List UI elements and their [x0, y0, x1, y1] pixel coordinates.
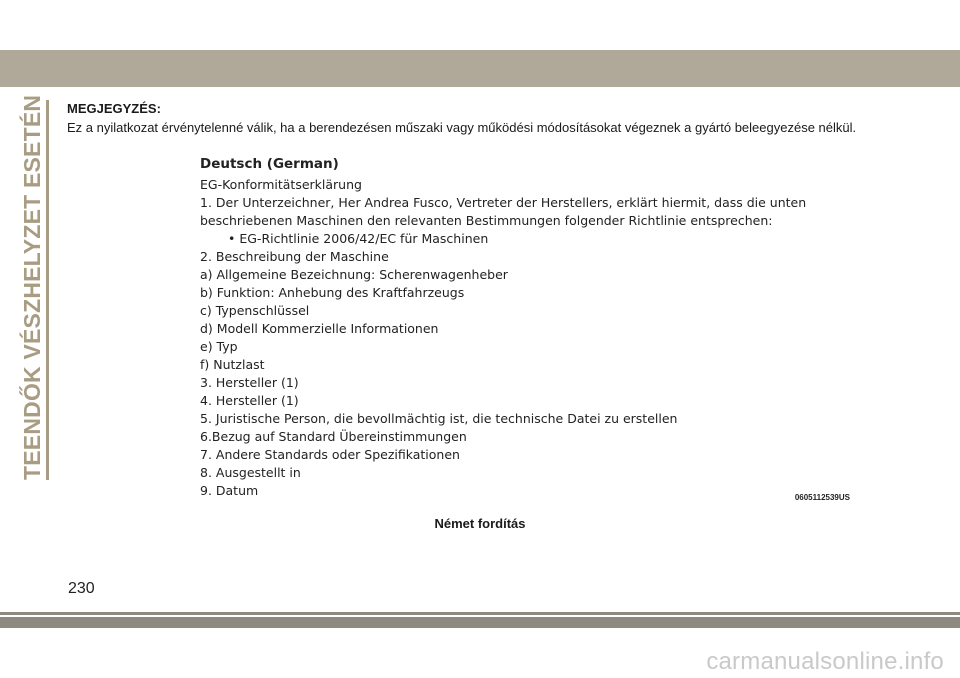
figure-line: d) Modell Kommerzielle Informationen: [200, 321, 439, 336]
figure-line: b) Funktion: Anhebung des Kraftfahrzeugs: [200, 285, 465, 300]
footer-band: [0, 617, 960, 628]
declaration-figure: [190, 152, 860, 512]
figure-line: 3. Hersteller (1): [200, 375, 299, 390]
figure-line: a) Allgemeine Bezeichnung: Scherenwagenheber: [200, 267, 508, 282]
figure-line: f) Nutzlast: [200, 357, 265, 372]
header-band: [0, 50, 960, 87]
footer-divider: [0, 612, 960, 615]
figure-line: 8. Ausgestellt in: [200, 465, 301, 480]
note-heading: MEGJEGYZÉS:: [67, 101, 161, 116]
figure-caption: Német fordítás: [434, 516, 526, 531]
figure-line: 2. Beschreibung der Maschine: [200, 249, 389, 264]
figure-line: c) Typenschlüssel: [200, 303, 310, 318]
figure-line: 7. Andere Standards oder Spezifikationen: [200, 447, 460, 462]
figure-line: Deutsch (German): [200, 156, 339, 172]
section-side-title: TEENDŐK VÉSZHELYZET ESETÉN: [18, 100, 49, 480]
figure-line: 1. Der Unterzeichner, Her Andrea Fusco, Vertreter der Herstellers, erklärt hiermit, dass die unten: [200, 195, 807, 210]
figure-line: e) Typ: [200, 339, 238, 354]
page-number: 230: [68, 580, 95, 597]
figure-image-code: 0605112539US: [794, 493, 850, 502]
figure-line: 6.Bezug auf Standard Übereinstimmungen: [200, 429, 467, 444]
note-body: Ez a nyilatkozat érvénytelenné válik, ha a berendezésen műszaki vagy működési módosításokat végeznek a gyártó beleegyezése nélkül.: [67, 120, 857, 135]
figure-line: 9. Datum: [200, 483, 259, 498]
figure-line: 5. Juristische Person, die bevollmächtig ist, die technische Datei zu erstellen: [200, 411, 678, 426]
figure-bullet-line: • EG-Richtlinie 2006/42/EC für Maschinen: [228, 231, 489, 246]
watermark: carmanualsonline.info: [706, 648, 944, 675]
figure-line: beschriebenen Maschinen den relevanten Bestimmungen folgender Richtlinie entsprechen:: [200, 213, 773, 228]
figure-line: 4. Hersteller (1): [200, 393, 299, 408]
figure-line: EG-Konformitätserklärung: [200, 177, 362, 192]
